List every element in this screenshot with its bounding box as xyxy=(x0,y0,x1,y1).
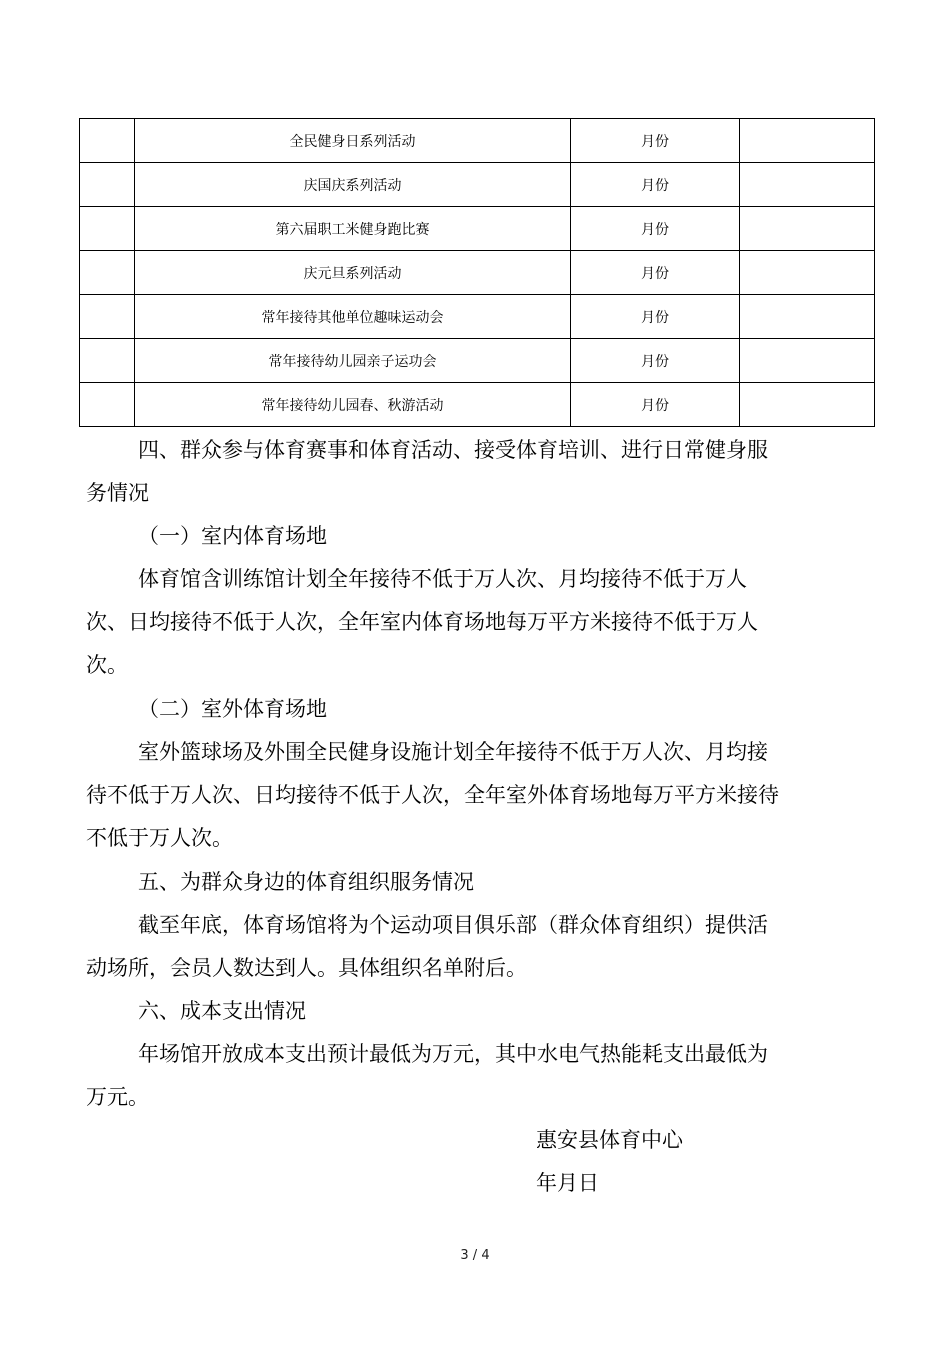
time-cell: 月份 xyxy=(571,207,740,251)
index-cell xyxy=(80,383,135,427)
table-row xyxy=(80,295,875,339)
index-cell xyxy=(80,119,135,163)
activity-cell: 常年接待幼儿园春、秋游活动 xyxy=(135,383,571,427)
index-cell xyxy=(80,163,135,207)
table-row xyxy=(80,207,875,251)
table-row xyxy=(80,251,875,295)
time-cell: 月份 xyxy=(571,251,740,295)
activity-cell: 全民健身日系列活动 xyxy=(135,119,571,163)
table-row xyxy=(80,119,875,163)
signature-org: 惠安县体育中心 xyxy=(536,1128,683,1152)
index-cell xyxy=(80,295,135,339)
activity-cell: 第六届职工米健身跑比赛 xyxy=(135,207,571,251)
section4-sub2-body: 室外篮球场及外围全民健身设施计划全年接待不低于万人次、月均接待不低于万人次、日均接待不低于人次，全年室外体育场地每万平方米接待不低于万人次。 xyxy=(86,740,779,850)
activity-schedule-table xyxy=(79,118,875,427)
note-cell xyxy=(740,163,875,207)
table-row xyxy=(80,163,875,207)
time-cell: 月份 xyxy=(571,295,740,339)
note-cell xyxy=(740,251,875,295)
index-cell xyxy=(80,251,135,295)
section6-body: 年场馆开放成本支出预计最低为万元，其中水电气热能耗支出最低为万元。 xyxy=(86,1042,768,1109)
section5-body: 截至年底，体育场馆将为个运动项目俱乐部（群众体育组织）提供活动场所，会员人数达到人。具体组织名单附后。 xyxy=(86,913,768,980)
page-number: 3 / 4 xyxy=(460,1248,490,1263)
section5-heading: 五、为群众身边的体育组织服务情况 xyxy=(138,870,474,894)
note-cell xyxy=(740,207,875,251)
time-cell: 月份 xyxy=(571,163,740,207)
table-row xyxy=(80,339,875,383)
time-cell: 月份 xyxy=(571,339,740,383)
note-cell xyxy=(740,339,875,383)
index-cell xyxy=(80,339,135,383)
table-row xyxy=(80,383,875,427)
section6-heading: 六、成本支出情况 xyxy=(138,999,306,1023)
section4-sub1-title: （一）室内体育场地 xyxy=(138,524,327,548)
section4-sub2-title: （二）室外体育场地 xyxy=(138,697,327,721)
activity-cell: 庆元旦系列活动 xyxy=(135,251,571,295)
activity-cell: 常年接待其他单位趣味运动会 xyxy=(135,295,571,339)
note-cell xyxy=(740,119,875,163)
note-cell xyxy=(740,295,875,339)
time-cell: 月份 xyxy=(571,383,740,427)
index-cell xyxy=(80,207,135,251)
time-cell: 月份 xyxy=(571,119,740,163)
section4-heading: 四、群众参与体育赛事和体育活动、接受体育培训、进行日常健身服务情况 xyxy=(86,438,768,505)
activity-cell: 庆国庆系列活动 xyxy=(135,163,571,207)
signature-date: 年月日 xyxy=(536,1171,599,1195)
section4-sub1-body: 体育馆含训练馆计划全年接待不低于万人次、月均接待不低于万人次、日均接待不低于人次，全年室内体育场地每万平方米接待不低于万人次。 xyxy=(86,567,758,677)
note-cell xyxy=(740,383,875,427)
activity-cell: 常年接待幼儿园亲子运功会 xyxy=(135,339,571,383)
